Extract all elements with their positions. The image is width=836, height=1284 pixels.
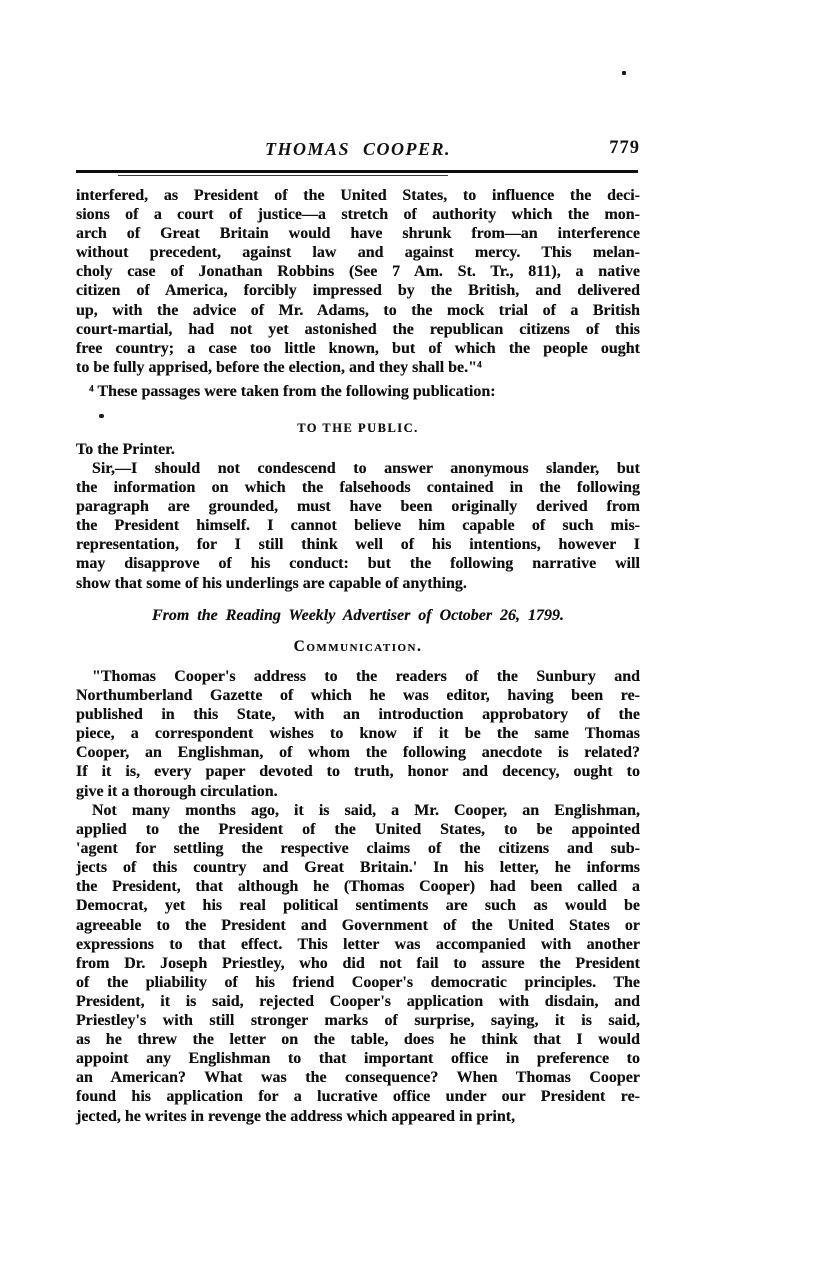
text-line: piece, a correspondent wishes to know if it be the same Thomas	[76, 725, 640, 743]
salutation: To the Printer.	[76, 441, 175, 458]
text-line: an American? What was the consequence? When Thomas Cooper	[76, 1069, 640, 1087]
text-line: from Dr. Joseph Priestley, who did not fail to assure the President	[76, 954, 640, 972]
text-line: the President himself. I cannot believe him capable of such mis-	[76, 517, 640, 535]
text-line: to be fully apprised, before the election, and they shall be."⁴	[76, 358, 482, 376]
text-line: Northumberland Gazette of which he was editor, having been re-	[76, 687, 640, 705]
text-line: Priestley's with still stronger marks of surprise, saying, it is said,	[76, 1012, 640, 1030]
quoted-paragraph-first	[76, 667, 640, 801]
letter-paragraph	[76, 459, 640, 593]
text-line: without precedent, against law and against mercy. This melan-	[76, 244, 640, 262]
text-line: free country; a case too little known, but of which the people ought	[76, 339, 640, 357]
header-rule	[76, 170, 638, 173]
text-line: as he threw the letter on the table, does he think that I would	[76, 1031, 640, 1049]
text-line: sions of a court of justice—a stretch of authority which the mon-	[76, 206, 640, 224]
text-line: interfered, as President of the United States, to influence the deci-	[76, 187, 640, 204]
text-line: may disapprove of his conduct: but the following narrative will	[76, 555, 640, 573]
text-line: Sir,—I should not condescend to answer anonymous slander, but	[92, 460, 640, 477]
text-line: jected, he writes in revenge the address which appeared in print,	[76, 1107, 516, 1125]
paragraph-continuation	[76, 186, 640, 377]
quoted-paragraph-second	[76, 801, 640, 1126]
text-line: President, it is said, rejected Cooper's application with disdain, and	[76, 992, 640, 1010]
text-line: the President, that although he (Thomas Cooper) had been called a	[76, 878, 640, 896]
text-line: If it is, every paper devoted to truth, honor and decency, ought to	[76, 763, 640, 781]
text-line: Democrat, yet his real political sentiments are such as would be	[76, 897, 640, 915]
page-number: 779	[609, 138, 640, 158]
text-line: 'agent for settling the respective claims of the citizens and sub-	[76, 840, 640, 858]
text-line: agreeable to the President and Government of the United States or	[76, 916, 640, 934]
text-line: of the pliability of his friend Cooper's democratic principles. The	[76, 973, 640, 991]
text-line: jects of this country and Great Britain.' In his letter, he informs	[76, 859, 640, 877]
text-line: give it a thorough circulation.	[76, 782, 278, 800]
text-line: the information on which the falsehoods contained in the following	[76, 479, 640, 497]
text-line: found his application for a lucrative office under our President re-	[76, 1088, 640, 1106]
text-line: citizen of America, forcibly impressed by the British, and delivered	[76, 282, 640, 300]
section-heading-to-the-public: TO THE PUBLIC.	[297, 421, 419, 435]
ink-speck	[622, 71, 626, 75]
text-line: arch of Great Britain would have shrunk from—an interference	[76, 225, 640, 243]
text-line: appoint any Englishman to that important office in preference to	[76, 1050, 640, 1068]
text-line: applied to the President of the United States, to be appointed	[76, 821, 640, 839]
text-line: up, with the advice of Mr. Adams, to the mock trial of a British	[76, 301, 640, 319]
source-attribution: From the Reading Weekly Advertiser of October 26, 1799.	[151, 607, 565, 624]
text-line: "Thomas Cooper's address to the readers of the Sunbury and	[92, 668, 640, 685]
text-line: choly case of Jonathan Robbins (See 7 Am. St. Tr., 811), a native	[76, 263, 640, 281]
text-line: paragraph are grounded, must have been originally derived from	[76, 498, 640, 516]
text-line: Not many months ago, it is said, a Mr. Cooper, an Englishman,	[92, 802, 640, 819]
ink-speck	[99, 414, 104, 418]
text-line: Cooper, an Englishman, of whom the following anecdote is related?	[76, 744, 640, 762]
communication-heading: Communication.	[293, 638, 423, 655]
text-line: published in this State, with an introduction approbatory of the	[76, 706, 640, 724]
header-rule-thin	[118, 175, 448, 176]
running-title: THOMAS COOPER.	[264, 139, 452, 159]
text-line: court-martial, had not yet astonished the republican citizens of this	[76, 320, 640, 338]
text-line: expressions to that effect. This letter was accompanied with another	[76, 935, 640, 953]
text-line: representation, for I still think well of his intentions, however I	[76, 536, 640, 554]
footnote: ⁴ These passages were taken from the following publication:	[89, 383, 496, 400]
text-line: show that some of his underlings are capable of anything.	[76, 574, 467, 592]
